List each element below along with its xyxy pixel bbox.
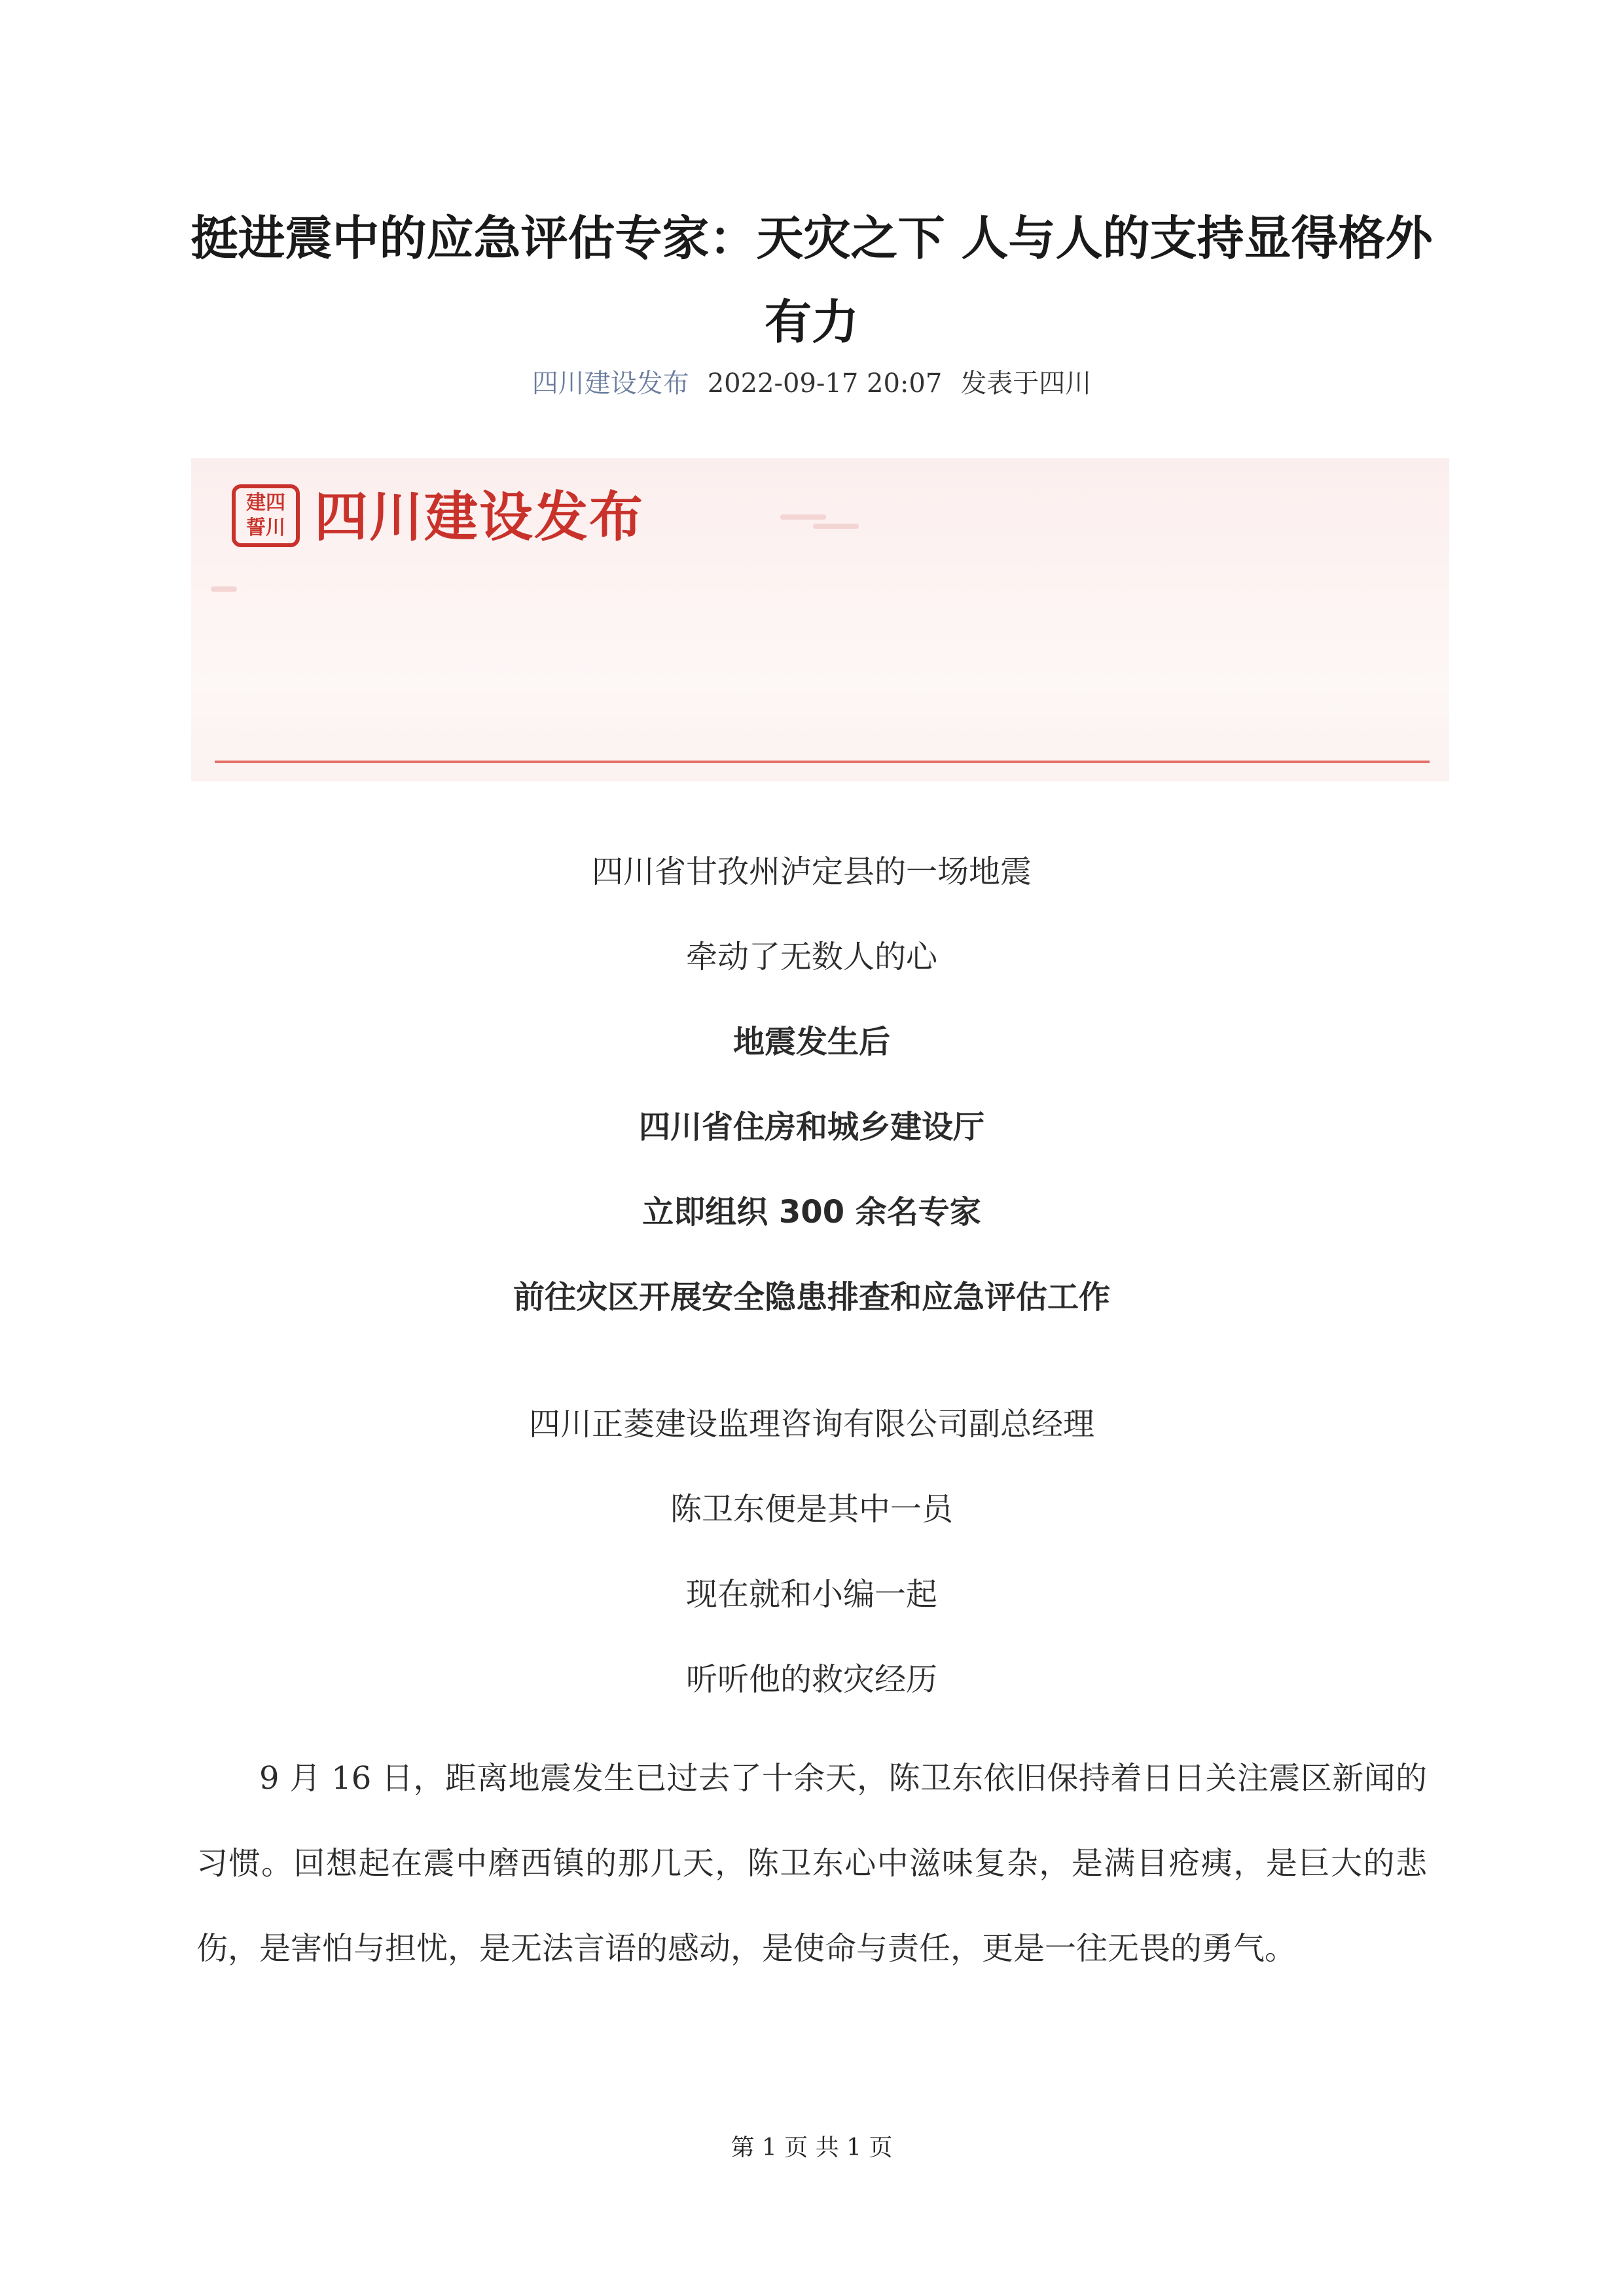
cloud-decoration bbox=[211, 586, 237, 592]
article-location: 发表于四川 bbox=[960, 368, 1092, 399]
article-source[interactable]: 四川建设发布 bbox=[532, 368, 689, 399]
cloud-decoration bbox=[780, 514, 826, 520]
article-meta bbox=[190, 364, 1434, 403]
article-title: 挺进震中的应急评估专家：天灾之下 人与人的支持显得格外有力 bbox=[190, 211, 1433, 350]
intro-line: 听听他的救灾经历 bbox=[685, 1661, 937, 1698]
intro-line-bold: 四川省住房和城乡建设厅 bbox=[638, 1109, 984, 1145]
banner-brand-text: 四川建设发布 bbox=[314, 486, 645, 548]
intro-line-bold: 立即组织 300 余名专家 bbox=[642, 1194, 981, 1230]
header-banner-image bbox=[191, 458, 1449, 781]
body-paragraph: 9 月 16 日，距离地震发生已过去了十余天，陈卫东依旧保持着日日关注震区新闻的习惯。回想起在震中磨西镇的那几天，陈卫东心中滋味复杂，是满目疮痍，是巨大的悲伤，是害怕与担忧，是无法言语的感动，是使命与责任，更是一往无畏的勇气。 bbox=[196, 1760, 1427, 1967]
cloud-decoration bbox=[813, 524, 859, 529]
article-datetime: 2022-09-17 20:07 bbox=[707, 368, 943, 399]
intro-line: 四川省甘孜州泸定县的一场地震 bbox=[591, 853, 1032, 890]
banner-divider bbox=[215, 761, 1430, 763]
intro-line: 陈卫东便是其中一员 bbox=[670, 1491, 953, 1528]
intro-line-bold: 地震发生后 bbox=[732, 1024, 890, 1060]
seal-logo-icon bbox=[232, 484, 300, 547]
intro-line: 四川正菱建设监理咨询有限公司副总经理 bbox=[528, 1406, 1094, 1443]
intro-line: 现在就和小编一起 bbox=[685, 1576, 937, 1613]
intro-line-bold: 前往灾区开展安全隐患排查和应急评估工作 bbox=[513, 1279, 1110, 1316]
intro-line: 牵动了无数人的心 bbox=[685, 939, 937, 975]
page-footer: 第 1 页 共 1 页 bbox=[731, 2134, 893, 2161]
seal-text: 建四誓川 bbox=[246, 492, 285, 539]
